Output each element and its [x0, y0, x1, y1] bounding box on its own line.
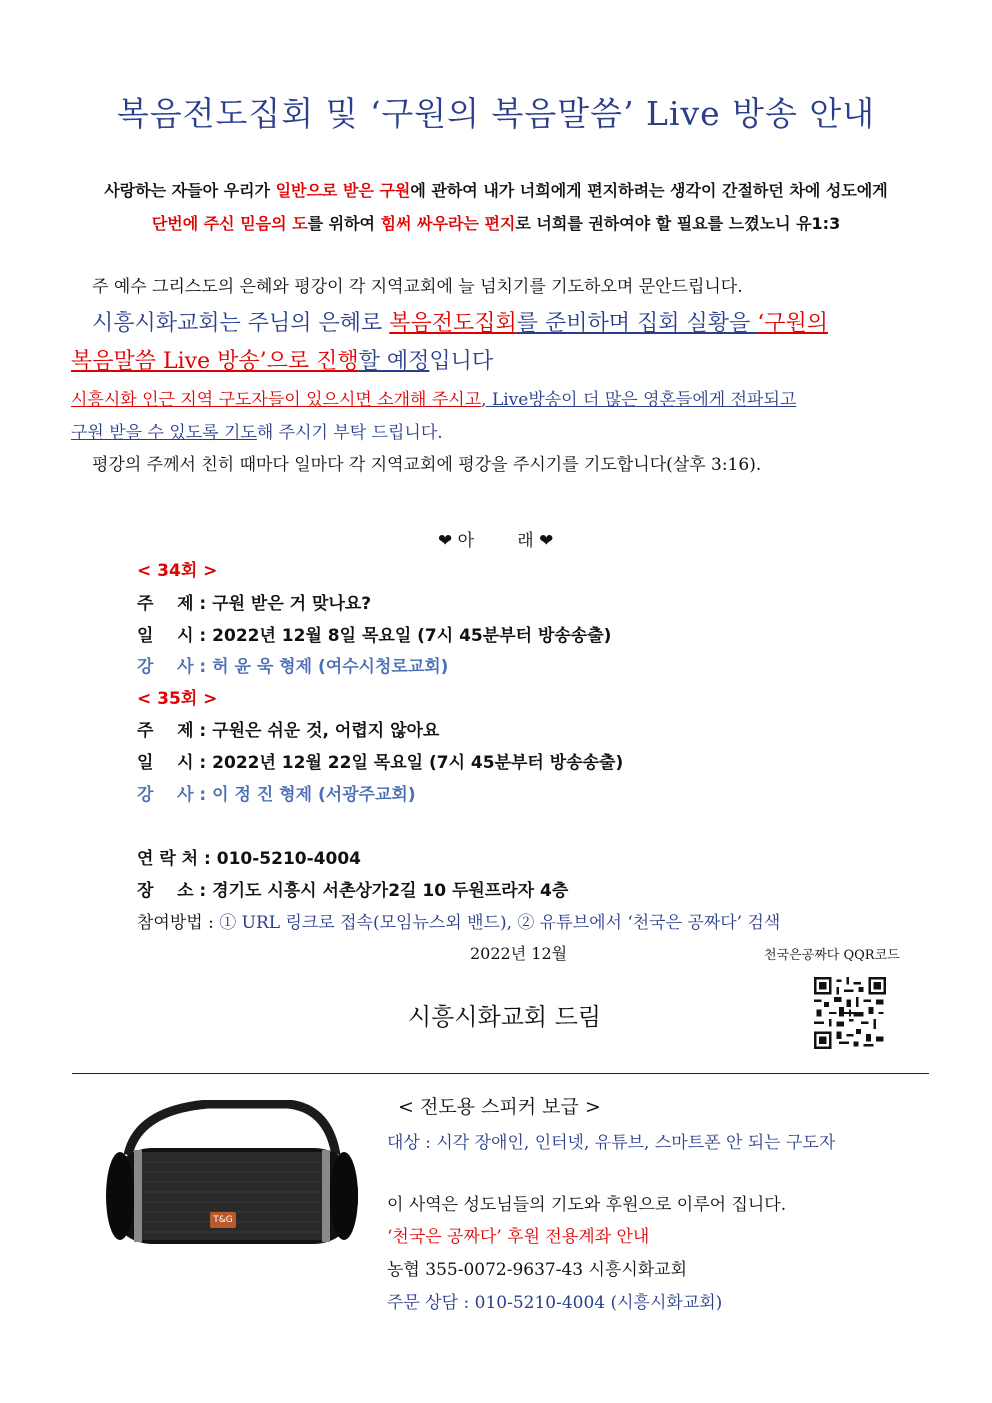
verse-line-2: 단번에 주신 믿음의 도를 위하여 힘써 싸우라는 편지로 너희를 권하여야 할 필요를 느꼈노니 유1:3 — [151, 214, 841, 233]
session-35-topic: 주 제 : 구원은 쉬운 것, 어렵지 않아요 — [137, 721, 440, 741]
qr-caption: 천국은공짜다 QQR코드 — [764, 948, 900, 963]
blessing-paragraph: 평강의 주께서 친히 때마다 일마다 각 지역교회에 평강을 주시기를 기도합니다(살후 3:16). — [92, 455, 762, 475]
announcement-line-1: 시흥시화교회는 주님의 은혜로 복음전도집회를 준비하며 집회 실황을 ‘구원의 — [92, 311, 829, 336]
place-info: 장 소 : 경기도 시흥시 서촌상가2길 10 두원프라자 4층 — [137, 881, 569, 901]
sticker-heading: < 전도용 스피커 보급 > — [398, 1096, 601, 1118]
qr-code-image — [814, 977, 886, 1049]
contact-info: 연 락 처 : 010-5210-4004 — [137, 849, 361, 869]
speaker-logo: T&G — [213, 1215, 233, 1225]
sticker-line-2: ‘천국은 공짜다’ 후원 전용계좌 안내 — [387, 1227, 650, 1247]
request-line-1: 시흥시화 인근 지역 구도자들이 있으시면 소개해 주시고, Live방송이 더 많은 영혼들에게 전파되고 — [71, 390, 797, 410]
notice-heading: ❤ 아 래 ❤ — [438, 531, 554, 551]
join-method: 참여방법 : ① URL 링크로 접속(모임뉴스외 밴드), ② 유튜브에서 ‘천국은 공짜다’ 검색 — [137, 913, 781, 933]
signature: 시흥시화교회 드림 — [408, 1003, 602, 1031]
issue-date: 2022년 12월 — [470, 944, 568, 963]
request-line-2: 구원 받을 수 있도록 기도해 주시기 부탁 드립니다. — [71, 423, 443, 443]
verse-line-1: 사랑하는 자들아 우리가 일반으로 받은 구원에 관하여 내가 너희에게 편지하려는 생각이 간절하던 차에 성도에게 — [104, 181, 888, 200]
session-35-number: < 35회 > — [137, 689, 218, 709]
sticker-order-contact: 주문 상담 : 010-5210-4004 (시흥시화교회) — [387, 1293, 723, 1313]
bluetooth-speaker-image — [98, 1100, 360, 1250]
section-divider — [72, 1073, 929, 1074]
session-34-number: < 34회 > — [137, 561, 218, 581]
greeting-paragraph: 주 예수 그리스도의 은혜와 평강이 각 지역교회에 늘 넘치기를 기도하오며 문안드립니다. — [92, 277, 743, 297]
sticker-target: 대상 : 시각 장애인, 인터넷, 유튜브, 스마트폰 안 되는 구도자 — [387, 1133, 836, 1153]
session-34-date: 일 시 : 2022년 12월 8일 목요일 (7시 45분부터 방송송출) — [137, 626, 612, 646]
session-34-speaker: 강 사 : 허 윤 욱 형제 (여수시청로교회) — [137, 657, 449, 677]
session-34-topic: 주 제 : 구원 받은 거 맞나요? — [137, 594, 372, 614]
session-35-date: 일 시 : 2022년 12월 22일 목요일 (7시 45분부터 방송송출) — [137, 753, 624, 773]
sticker-line-1: 이 사역은 성도님들의 기도와 후원으로 이루어 집니다. — [387, 1195, 787, 1215]
announcement-line-2: 복음말씀 Live 방송’으로 진행할 예정입니다 — [71, 349, 494, 374]
page-title: 복음전도집회 및 ‘구원의 복음말씀’ Live 방송 안내 — [116, 94, 876, 133]
session-35-speaker: 강 사 : 이 정 진 형제 (서광주교회) — [137, 785, 416, 805]
sticker-account: 농협 355-0072-9637-43 시흥시화교회 — [387, 1260, 688, 1280]
